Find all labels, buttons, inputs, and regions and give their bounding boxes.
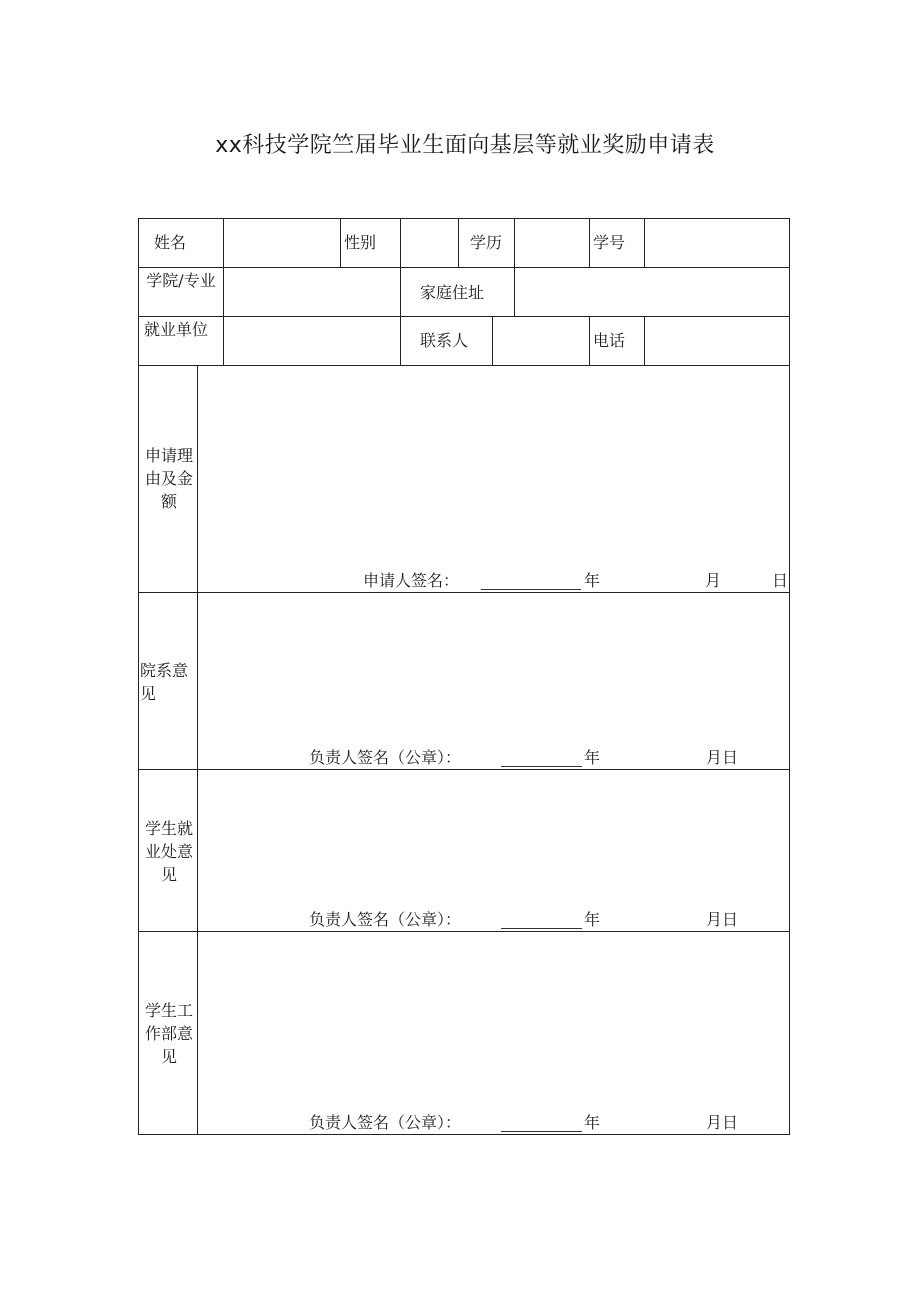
student-affairs-year-label: 年	[584, 1113, 601, 1132]
cell-divider	[589, 316, 590, 365]
section-divider-3	[138, 931, 790, 932]
cell-divider	[400, 218, 401, 267]
cell-divider	[223, 316, 224, 365]
student-id-label: 学号	[593, 233, 626, 252]
gender-label: 性别	[344, 233, 377, 252]
home-address-label: 家庭住址	[420, 283, 485, 302]
table-border-top	[138, 218, 790, 219]
phone-label: 电话	[593, 331, 626, 350]
student-affairs-opinion-label: 学生工作部意见	[144, 1001, 193, 1066]
cell-divider	[340, 218, 341, 267]
cell-divider	[223, 267, 224, 316]
education-label: 学历	[470, 233, 503, 252]
application-day-label: 日	[772, 571, 789, 590]
cell-divider	[644, 218, 645, 267]
employment-office-signature-line[interactable]	[501, 928, 582, 929]
department-opinion-label: 院系意见	[140, 661, 189, 703]
cell-divider	[644, 316, 645, 365]
application-reason-label: 申请理由及金额	[144, 446, 193, 511]
contact-person-label: 联系人	[420, 331, 469, 350]
college-major-label: 学院/专业	[146, 271, 216, 290]
applicant-signature-line[interactable]	[481, 589, 581, 590]
department-month-day-label: 月日	[706, 748, 739, 767]
employment-office-month-day-label: 月日	[706, 910, 739, 929]
application-year-label: 年	[584, 571, 601, 590]
section-divider-2	[138, 769, 790, 770]
name-label: 姓名	[154, 233, 187, 252]
table-border-left	[138, 218, 139, 1135]
cell-divider	[458, 218, 459, 267]
row-divider-3	[138, 365, 790, 366]
application-month-label: 月	[705, 571, 722, 590]
applicant-signature-label: 申请人签名：	[363, 571, 460, 590]
cell-divider	[400, 267, 401, 316]
department-signature-line[interactable]	[501, 766, 582, 767]
row-divider-2	[138, 316, 790, 317]
row-divider-1	[138, 267, 790, 268]
department-signature-label: 负责人签名（公章）：	[309, 748, 462, 767]
table-border-right	[789, 218, 790, 1135]
employment-office-signature-label: 负责人签名（公章）：	[309, 910, 462, 929]
employment-office-year-label: 年	[584, 910, 601, 929]
cell-divider	[514, 218, 515, 267]
cell-divider	[223, 218, 224, 267]
student-affairs-month-day-label: 月日	[706, 1113, 739, 1132]
form-title: xx科技学院竺届毕业生面向基层等就业奖励申请表	[215, 133, 715, 158]
cell-divider	[492, 316, 493, 365]
cell-divider	[400, 316, 401, 365]
department-year-label: 年	[584, 748, 601, 767]
employment-office-opinion-label: 学生就业处意见	[144, 819, 193, 884]
table-border-bottom	[138, 1134, 790, 1135]
student-affairs-signature-line[interactable]	[501, 1131, 582, 1132]
cell-divider	[589, 218, 590, 267]
cell-divider	[514, 267, 515, 316]
employer-label: 就业单位	[144, 320, 209, 339]
section-divider-1	[138, 592, 790, 593]
student-affairs-signature-label: 负责人签名（公章）：	[309, 1113, 462, 1132]
